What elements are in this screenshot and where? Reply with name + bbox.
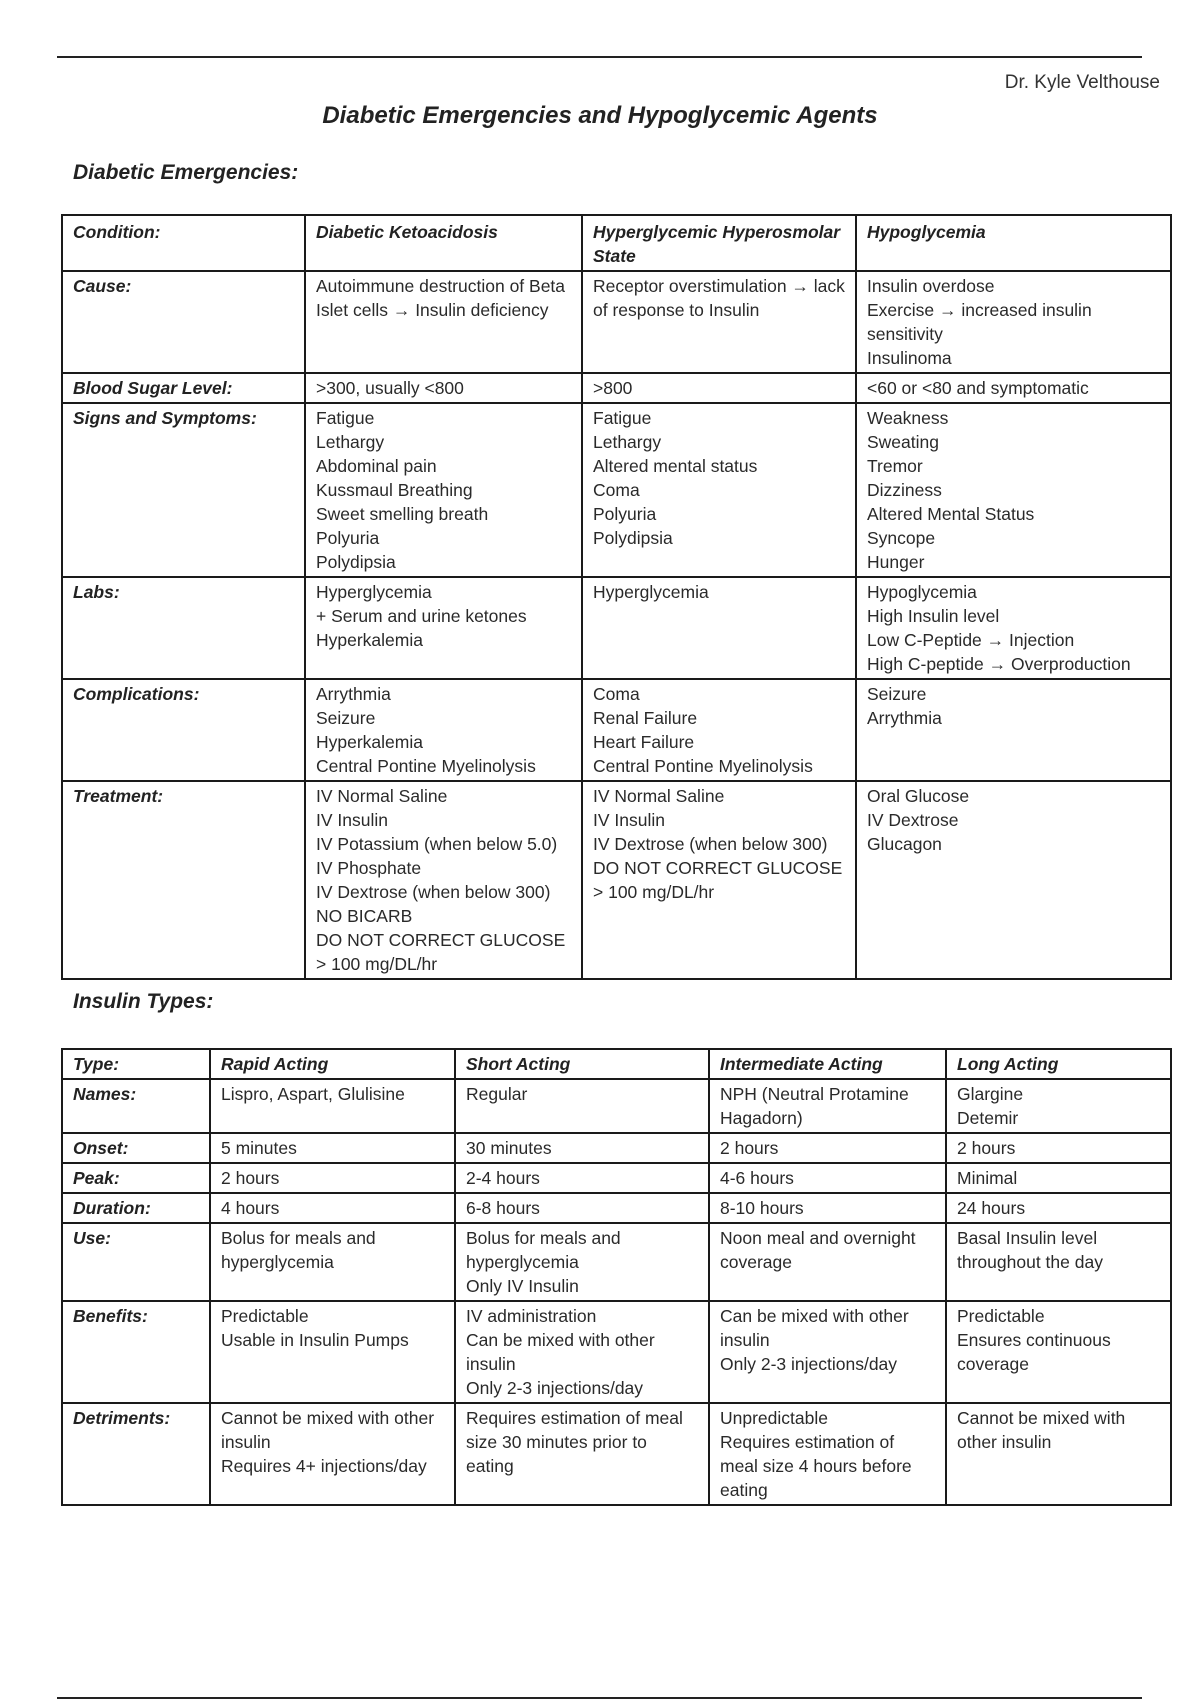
row-label: Detriments: <box>62 1403 210 1505</box>
cell-line: Autoimmune destruction of Beta Islet cells → Insulin deficiency <box>316 276 566 320</box>
row-label: Signs and Symptoms: <box>62 403 305 577</box>
cell-line: Hyperglycemia <box>316 582 432 602</box>
table-cell <box>856 577 1171 679</box>
cell-line: Polydipsia <box>316 552 396 572</box>
row-label: Duration: <box>62 1193 210 1223</box>
table-cell <box>582 577 856 679</box>
table-row <box>62 679 1171 781</box>
cell-line: Minimal <box>957 1168 1018 1188</box>
table-cell <box>305 781 582 979</box>
table-cell <box>709 1301 946 1403</box>
table-row <box>62 373 1171 403</box>
cell-line: Coma <box>593 480 640 500</box>
cell-line: Receptor overstimulation → lack of response to Insulin <box>593 276 845 320</box>
cell-line: High C-peptide → Overproduction <box>867 654 1131 674</box>
table-row <box>62 1223 1171 1301</box>
document-title: Diabetic Emergencies and Hypoglycemic Agents <box>322 102 878 129</box>
cell-line: DO NOT CORRECT GLUCOSE > 100 mg/DL/hr <box>593 858 843 902</box>
column-header: Rapid Acting <box>210 1049 455 1079</box>
cell-line: Oral Glucose <box>867 786 970 806</box>
cell-line: IV Dextrose (when below 300) <box>593 834 828 854</box>
cell-line: Central Pontine Myelinolysis <box>593 756 813 776</box>
cell-line: Can be mixed with other insulin <box>466 1330 655 1374</box>
cell-line: 30 minutes <box>466 1138 552 1158</box>
table-row <box>62 1403 1171 1505</box>
cell-line: Sweet smelling breath <box>316 504 489 524</box>
cell-line: Requires 4+ injections/day <box>221 1456 427 1476</box>
cell-line: Ensures continuous coverage <box>957 1330 1111 1374</box>
table-row <box>62 1163 1171 1193</box>
table-cell <box>582 373 856 403</box>
cell-line: IV Phosphate <box>316 858 422 878</box>
cell-line: Heart Failure <box>593 732 695 752</box>
cell-line: Basal Insulin level throughout the day <box>957 1228 1103 1272</box>
row-label: Onset: <box>62 1133 210 1163</box>
cell-line: Seizure <box>316 708 376 728</box>
cell-line: Fatigue <box>593 408 652 428</box>
table-cell <box>582 679 856 781</box>
insulin-table <box>61 1048 1172 1506</box>
cell-line: IV Dextrose (when below 300) <box>316 882 551 902</box>
column-header: Hyperglycemic Hyperosmolar State <box>582 215 856 271</box>
table-row <box>62 781 1171 979</box>
cell-line: Lethargy <box>593 432 662 452</box>
row-label: Names: <box>62 1079 210 1133</box>
cell-line: 2 hours <box>221 1168 280 1188</box>
cell-line: Sweating <box>867 432 939 452</box>
table-cell <box>210 1163 455 1193</box>
cell-line: Arrythmia <box>316 684 391 704</box>
cell-line: Seizure <box>867 684 927 704</box>
cell-line: Hyperkalemia <box>316 732 423 752</box>
cell-line: 5 minutes <box>221 1138 297 1158</box>
table-cell <box>305 577 582 679</box>
table-cell <box>305 679 582 781</box>
row-label: Peak: <box>62 1163 210 1193</box>
table-cell <box>455 1193 709 1223</box>
row-label: Cause: <box>62 271 305 373</box>
cell-line: Unpredictable <box>720 1408 828 1428</box>
table-cell <box>709 1133 946 1163</box>
cell-line: Exercise → increased insulin sensitivity <box>867 300 1092 344</box>
cell-line: Weakness <box>867 408 949 428</box>
cell-line: <60 or <80 and symptomatic <box>867 378 1089 398</box>
emergencies-table <box>61 214 1172 980</box>
table-cell <box>582 271 856 373</box>
cell-line: IV administration <box>466 1306 597 1326</box>
table-cell <box>946 1403 1171 1505</box>
table-row <box>62 1301 1171 1403</box>
cell-line: IV Dextrose <box>867 810 959 830</box>
cell-line: Regular <box>466 1084 528 1104</box>
table-cell <box>946 1301 1171 1403</box>
cell-line: Renal Failure <box>593 708 698 728</box>
cell-line: DO NOT CORRECT GLUCOSE > 100 mg/DL/hr <box>316 930 566 974</box>
cell-line: Coma <box>593 684 640 704</box>
cell-line: 4 hours <box>221 1198 280 1218</box>
table-cell <box>709 1223 946 1301</box>
bottom-rule <box>57 1697 1142 1699</box>
column-header: Intermediate Acting <box>709 1049 946 1079</box>
cell-line: + Serum and urine ketones <box>316 606 527 626</box>
table-row <box>62 1193 1171 1223</box>
table-cell <box>709 1079 946 1133</box>
cell-line: >300, usually <800 <box>316 378 464 398</box>
table-cell <box>210 1193 455 1223</box>
cell-line: Lispro, Aspart, Glulisine <box>221 1084 405 1104</box>
cell-line: Polyuria <box>316 528 380 548</box>
table-cell <box>455 1079 709 1133</box>
table-cell <box>709 1163 946 1193</box>
cell-line: NO BICARB <box>316 906 413 926</box>
table-cell <box>709 1193 946 1223</box>
table-cell <box>582 403 856 577</box>
cell-line: Syncope <box>867 528 936 548</box>
table-cell <box>305 373 582 403</box>
table-cell <box>582 781 856 979</box>
cell-line: 2-4 hours <box>466 1168 540 1188</box>
cell-line: NPH (Neutral Protamine Hagadorn) <box>720 1084 909 1128</box>
cell-line: Only 2-3 injections/day <box>720 1354 898 1374</box>
row-label: Treatment: <box>62 781 305 979</box>
row-label: Complications: <box>62 679 305 781</box>
cell-line: Central Pontine Myelinolysis <box>316 756 536 776</box>
cell-line: Bolus for meals and hyperglycemia <box>466 1228 621 1272</box>
row-label: Use: <box>62 1223 210 1301</box>
cell-line: Glucagon <box>867 834 942 854</box>
table-cell <box>946 1079 1171 1133</box>
cell-line: Lethargy <box>316 432 385 452</box>
cell-line: Insulinoma <box>867 348 952 368</box>
table-cell <box>946 1223 1171 1301</box>
cell-line: Fatigue <box>316 408 375 428</box>
cell-line: Polyuria <box>593 504 657 524</box>
column-header: Short Acting <box>455 1049 709 1079</box>
table-cell <box>856 781 1171 979</box>
cell-line: Can be mixed with other insulin <box>720 1306 909 1350</box>
table-cell <box>709 1403 946 1505</box>
cell-line: Altered mental status <box>593 456 758 476</box>
cell-line: IV Insulin <box>593 810 665 830</box>
cell-line: 24 hours <box>957 1198 1026 1218</box>
cell-line: Predictable <box>957 1306 1045 1326</box>
column-header: Diabetic Ketoacidosis <box>305 215 582 271</box>
table-cell <box>946 1163 1171 1193</box>
table-row <box>62 1133 1171 1163</box>
table-cell <box>305 271 582 373</box>
cell-line: IV Normal Saline <box>316 786 448 806</box>
table-cell <box>856 271 1171 373</box>
cell-line: Requires estimation of meal size 30 minutes prior to eating <box>466 1408 683 1476</box>
table-row <box>62 403 1171 577</box>
cell-line: Dizziness <box>867 480 942 500</box>
cell-line: >800 <box>593 378 633 398</box>
row-label: Benefits: <box>62 1301 210 1403</box>
cell-line: Arrythmia <box>867 708 942 728</box>
table-row <box>62 271 1171 373</box>
table-cell <box>946 1193 1171 1223</box>
cell-line: Polydipsia <box>593 528 673 548</box>
table-cell <box>455 1223 709 1301</box>
cell-line: Hyperglycemia <box>593 582 709 602</box>
header-row <box>62 215 1171 271</box>
cell-line: Cannot be mixed with other insulin <box>957 1408 1126 1452</box>
cell-line: Insulin overdose <box>867 276 995 296</box>
cell-line: Cannot be mixed with other insulin <box>221 1408 435 1452</box>
cell-line: Kussmaul Breathing <box>316 480 473 500</box>
cell-line: Hyperkalemia <box>316 630 423 650</box>
column-header: Long Acting <box>946 1049 1171 1079</box>
table-cell <box>455 1301 709 1403</box>
cell-line: Altered Mental Status <box>867 504 1035 524</box>
row-label: Labs: <box>62 577 305 679</box>
cell-line: 4-6 hours <box>720 1168 794 1188</box>
section-title-insulin: Insulin Types: <box>73 990 214 1013</box>
cell-line: IV Potassium (when below 5.0) <box>316 834 558 854</box>
cell-line: Noon meal and overnight coverage <box>720 1228 916 1272</box>
table-cell <box>210 1301 455 1403</box>
cell-line: Tremor <box>867 456 923 476</box>
table-cell <box>856 403 1171 577</box>
cell-line: IV Normal Saline <box>593 786 725 806</box>
cell-line: Detemir <box>957 1108 1019 1128</box>
top-rule <box>57 56 1142 58</box>
section-title-emergencies: Diabetic Emergencies: <box>73 161 299 184</box>
cell-line: Predictable <box>221 1306 309 1326</box>
column-header: Condition: <box>62 215 305 271</box>
table-cell <box>856 679 1171 781</box>
table-cell <box>210 1223 455 1301</box>
header-row <box>62 1049 1171 1079</box>
cell-line: Glargine <box>957 1084 1024 1104</box>
cell-line: Requires estimation of meal size 4 hours before eating <box>720 1432 912 1500</box>
table-cell <box>455 1133 709 1163</box>
table-cell <box>210 1133 455 1163</box>
column-header: Type: <box>62 1049 210 1079</box>
cell-line: High Insulin level <box>867 606 1000 626</box>
cell-line: Only IV Insulin <box>466 1276 579 1296</box>
cell-line: Usable in Insulin Pumps <box>221 1330 409 1350</box>
table-cell <box>946 1133 1171 1163</box>
table-cell <box>305 403 582 577</box>
table-cell <box>455 1163 709 1193</box>
table-cell <box>856 373 1171 403</box>
cell-line: IV Insulin <box>316 810 388 830</box>
author-name: Dr. Kyle Velthouse <box>1004 72 1160 93</box>
table-cell <box>455 1403 709 1505</box>
table-row <box>62 1079 1171 1133</box>
cell-line: Low C-Peptide → Injection <box>867 630 1075 650</box>
cell-line: Abdominal pain <box>316 456 437 476</box>
table-row <box>62 577 1171 679</box>
cell-line: 8-10 hours <box>720 1198 804 1218</box>
cell-line: 2 hours <box>720 1138 779 1158</box>
row-label: Blood Sugar Level: <box>62 373 305 403</box>
table-cell <box>210 1079 455 1133</box>
table-cell <box>210 1403 455 1505</box>
cell-line: 6-8 hours <box>466 1198 540 1218</box>
cell-line: Hypoglycemia <box>867 582 977 602</box>
cell-line: 2 hours <box>957 1138 1016 1158</box>
column-header: Hypoglycemia <box>856 215 1171 271</box>
cell-line: Bolus for meals and hyperglycemia <box>221 1228 376 1272</box>
cell-line: Only 2-3 injections/day <box>466 1378 644 1398</box>
cell-line: Hunger <box>867 552 925 572</box>
